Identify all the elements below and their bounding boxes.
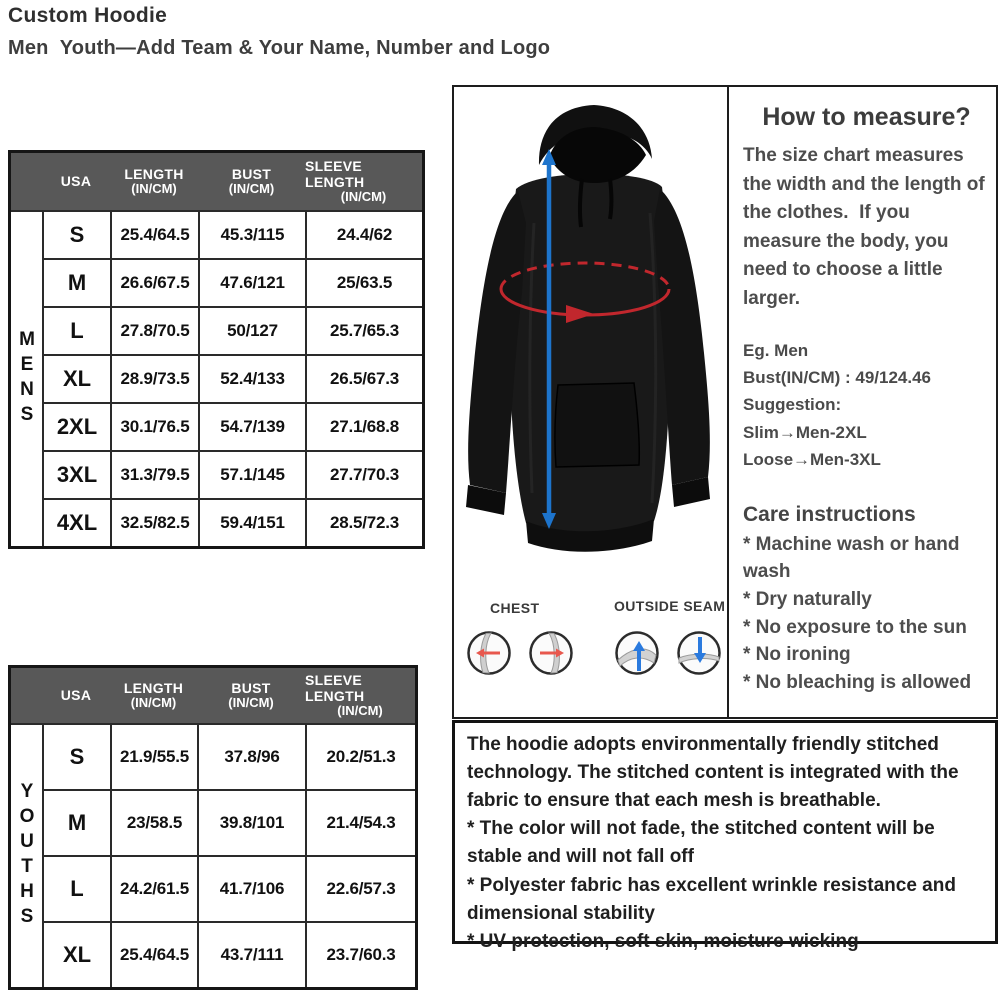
bust-cell: 45.3/115 xyxy=(198,210,305,258)
how-to-measure-body: The size chart measures the width and the length of the clothes. If you measure the body, you need to choose a little larger. xyxy=(743,145,990,309)
bust-cell: 50/127 xyxy=(198,306,305,354)
bust-cell: 43.7/111 xyxy=(197,921,305,987)
care-instruction-item: * No ironing xyxy=(743,644,851,666)
size-cell: M xyxy=(42,789,110,855)
sleeve-cell: 21.4/54.3 xyxy=(305,789,415,855)
length-cell: 32.5/82.5 xyxy=(110,498,198,546)
product-feature-line: The hoodie adopts environmentally friendly stitched technology. The stitched content is integrated with the fabric to ensure that each mesh is breathable. xyxy=(467,734,959,812)
sleeve-cell: 25/63.5 xyxy=(305,258,422,306)
sizing-example-line: Slim→Men-2XL xyxy=(743,422,867,442)
seam-measure-down-icon xyxy=(676,630,722,676)
sleeve-cell: 24.4/62 xyxy=(305,210,422,258)
size-cell: 3XL xyxy=(42,450,110,498)
product-feature-line: * UV protection, soft skin, moisture wicking xyxy=(467,930,859,952)
bust-cell: 47.6/121 xyxy=(198,258,305,306)
hoodie-image-area xyxy=(454,87,727,717)
size-cell: XL xyxy=(42,921,110,987)
outside-seam-diagram-label: OUTSIDE SEAM xyxy=(614,598,726,614)
page-title: Custom Hoodie xyxy=(8,4,168,27)
size-cell: S xyxy=(42,210,110,258)
sizing-example-line: Suggestion: xyxy=(743,395,842,415)
length-cell: 27.8/70.5 xyxy=(110,306,198,354)
youths-size-table xyxy=(8,665,418,990)
product-feature-line: * The color will not fade, the stitched content will be stable and will not fall off xyxy=(467,818,935,868)
sizing-example-line: Eg. Men xyxy=(743,341,809,360)
how-to-measure-heading: How to measure? xyxy=(762,103,971,131)
mens-size-table xyxy=(8,150,425,549)
chest-measure-left-icon xyxy=(466,630,512,676)
size-cell: 4XL xyxy=(42,498,110,546)
length-cell: 25.4/64.5 xyxy=(110,921,197,987)
page-subtitle: Men Youth—Add Team & Your Name, Number and Logo xyxy=(8,37,551,59)
length-cell: 24.2/61.5 xyxy=(110,855,197,921)
size-cell: S xyxy=(42,723,110,789)
care-instruction-item: * No bleaching is allowed xyxy=(743,671,972,693)
sleeve-cell: 22.6/57.3 xyxy=(305,855,415,921)
column-header: LENGTH (IN/CM) xyxy=(123,679,184,711)
care-instruction-item: * No exposure to the sun xyxy=(743,616,967,638)
column-header: USA xyxy=(60,687,92,704)
length-cell: 30.1/76.5 xyxy=(110,402,198,450)
bust-cell: 59.4/151 xyxy=(198,498,305,546)
youths-table-body xyxy=(11,723,415,987)
product-features-panel xyxy=(452,720,998,952)
mens-table-body xyxy=(11,210,422,546)
sleeve-cell: 28.5/72.3 xyxy=(305,498,422,546)
length-cell: 21.9/55.5 xyxy=(110,723,197,789)
seam-measure-up-icon xyxy=(614,630,660,676)
care-instruction-item: * Machine wash or hand wash xyxy=(743,533,960,583)
mens-table-header xyxy=(11,153,422,210)
measure-panel xyxy=(452,85,998,719)
sizing-example-line: Bust(IN/CM) : 49/124.46 xyxy=(743,368,931,388)
outside-seam-measure-icons xyxy=(614,630,722,676)
column-header: BUST (IN/CM) xyxy=(228,165,275,197)
table-header-corner xyxy=(11,668,42,723)
size-cell: 2XL xyxy=(42,402,110,450)
size-cell: L xyxy=(42,855,110,921)
sizing-example-line: Loose→Men-3XL xyxy=(743,449,881,469)
sleeve-cell: 25.7/65.3 xyxy=(305,306,422,354)
how-to-measure-column xyxy=(727,87,998,717)
length-cell: 25.4/64.5 xyxy=(110,210,198,258)
size-cell: XL xyxy=(42,354,110,402)
sizing-example xyxy=(743,337,990,473)
chest-diagram-label: CHEST xyxy=(490,600,540,616)
bust-cell: 37.8/96 xyxy=(197,723,305,789)
table-header-corner xyxy=(11,153,42,210)
title-block xyxy=(8,4,550,60)
column-header: SLEEVE LENGTH (IN/CM) xyxy=(305,157,387,205)
column-header: USA xyxy=(60,173,92,190)
youths-group-label: YOUTHS xyxy=(11,723,42,987)
care-instructions xyxy=(743,503,990,696)
mens-group-label: MENS xyxy=(11,210,42,546)
care-instructions-heading: Care instructions xyxy=(743,502,916,526)
product-feature-line: * Polyester fabric has excellent wrinkle resistance and dimensional stability xyxy=(467,874,956,924)
length-cell: 28.9/73.5 xyxy=(110,354,198,402)
care-instructions-list xyxy=(743,531,990,696)
column-header: BUST (IN/CM) xyxy=(228,679,274,711)
sleeve-cell: 27.1/68.8 xyxy=(305,402,422,450)
sleeve-cell: 26.5/67.3 xyxy=(305,354,422,402)
length-cell: 31.3/79.5 xyxy=(110,450,198,498)
length-cell: 26.6/67.5 xyxy=(110,258,198,306)
size-cell: M xyxy=(42,258,110,306)
youths-table-header xyxy=(11,668,415,723)
sleeve-cell: 27.7/70.3 xyxy=(305,450,422,498)
bust-cell: 39.8/101 xyxy=(197,789,305,855)
chest-measure-right-icon xyxy=(528,630,574,676)
bust-cell: 57.1/145 xyxy=(198,450,305,498)
bust-cell: 54.7/139 xyxy=(198,402,305,450)
hoodie-product-image xyxy=(454,93,727,593)
sleeve-cell: 20.2/51.3 xyxy=(305,723,415,789)
column-header: SLEEVE LENGTH (IN/CM) xyxy=(305,671,383,719)
length-cell: 23/58.5 xyxy=(110,789,197,855)
sleeve-cell: 23.7/60.3 xyxy=(305,921,415,987)
chest-measure-icons xyxy=(466,630,574,676)
care-instruction-item: * Dry naturally xyxy=(743,589,872,611)
column-header: LENGTH (IN/CM) xyxy=(124,165,184,197)
bust-cell: 41.7/106 xyxy=(197,855,305,921)
size-cell: L xyxy=(42,306,110,354)
bust-cell: 52.4/133 xyxy=(198,354,305,402)
